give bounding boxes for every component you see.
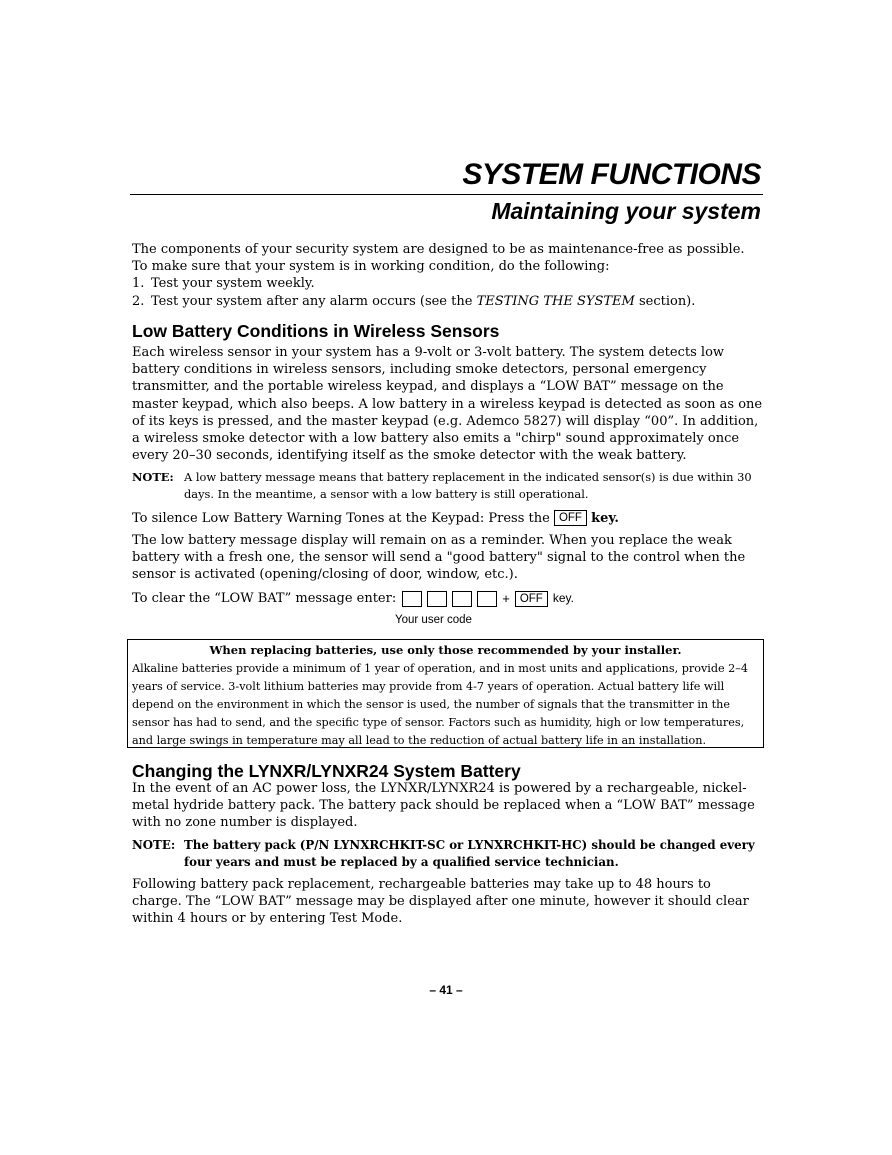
intro-paragraph: The components of your security system are designed to be as maintenance-free as possible. To make sure that your system is in working condition, do the following: (132, 242, 745, 275)
system-battery-note (132, 837, 764, 871)
silence-instruction: To silence Low Battery Warning Tones at the Keypad: Press the OFF key. (132, 511, 619, 526)
warning-heading: When replacing batteries, use only those recommended by your installer. (209, 643, 682, 657)
low-battery-paragraph: Each wireless sensor in your system has a 9-volt or 3-volt battery. The system detects low battery conditions in wireless sensors, including smoke detectors, personal emergency transmitter, and the portable wireless keypad, and displays a “LOW BAT” message on the master keypad, which also beeps. A low battery in a wireless keypad is detected as soon as one of its keys is pressed, and the master keypad (e.g. Ademco 5827) will display “00”. In addition, a wireless smoke detector with a low battery also emits a "chirp" sound approximately once every 20–30 seconds, identifying itself as the smoke detector with the weak battery. (132, 345, 763, 464)
plus-sign: + (502, 591, 510, 606)
code-digit-box (402, 591, 422, 607)
intro-section (132, 241, 764, 310)
section-reference: TESTING THE SYSTEM (476, 293, 635, 309)
followup-paragraph: Following battery pack replacement, rechargeable batteries may take up to 48 hours to charge. The “LOW BAT” message may be displayed after one minute, however it should clear within 4 hours or by entering Test Mode. (132, 877, 749, 927)
note-label: NOTE: (132, 470, 174, 484)
low-battery-note (132, 469, 764, 503)
battery-warning-box (127, 639, 764, 748)
off-key: OFF (515, 591, 548, 607)
title-rule (130, 194, 763, 195)
step-item (132, 275, 764, 292)
system-battery-heading: Changing the LYNXR/LYNXR24 System Battery (132, 761, 521, 781)
code-digit-box (477, 591, 497, 607)
note-label: NOTE: (132, 838, 176, 852)
user-code-caption: Your user code (395, 614, 472, 626)
system-battery-paragraph: In the event of an AC power loss, the LYNXR/LYNXR24 is powered by a rechargeable, nickel-metal hydride battery pack. The battery pack should be replaced when a “LOW BAT” message with no zone number is displayed. (132, 781, 755, 831)
warning-text: Alkaline batteries provide a minimum of 1 year of operation, and in most units and applications, provide 2–4 years of service. 3-volt lithium batteries may provide from 4-7 years of operation. Actual battery life will depend on the environment in which the sensor is used, the number of signals that the transmitter in the sensor has had to send, and the specific type of sensor. Factors such as humidity, high or low temperatures, and large swings in temperature may all lead to the reduction of actual battery life in an installation. (132, 662, 749, 747)
code-digit-box (427, 591, 447, 607)
step-number: 2. (132, 293, 145, 309)
page-title: SYSTEM FUNCTIONS (462, 158, 761, 191)
step-text: Test your system weekly. (151, 276, 315, 292)
reminder-paragraph: The low battery message display will remain on as a reminder. When you replace the weak battery with a fresh one, the sensor will send a "good battery" signal to the control when the sensor is activated (opening/closing of door, window, etc.). (132, 533, 746, 583)
step-text: Test your system after any alarm occurs (see the TESTING THE SYSTEM section). (151, 293, 696, 309)
page-subtitle: Maintaining your system (491, 198, 761, 224)
note-text: A low battery message means that battery replacement in the indicated sensor(s) is due within 30 days. In the meantime, a sensor with a low battery is still operational. (184, 470, 752, 501)
page-number: – 41 – (429, 983, 463, 997)
code-digit-box (452, 591, 472, 607)
low-battery-heading: Low Battery Conditions in Wireless Sensors (132, 321, 500, 341)
step-number: 1. (132, 276, 145, 292)
note-text: The battery pack (P/N LYNXRCHKIT-SC or LYNXRCHKIT-HC) should be changed every four years and must be replaced by a qualified service technician. (184, 838, 755, 869)
clear-instruction: To clear the “LOW BAT” message enter: + OFF key. (132, 591, 574, 606)
intro-steps (132, 275, 764, 309)
off-key: OFF (554, 510, 587, 526)
step-item (132, 293, 764, 310)
